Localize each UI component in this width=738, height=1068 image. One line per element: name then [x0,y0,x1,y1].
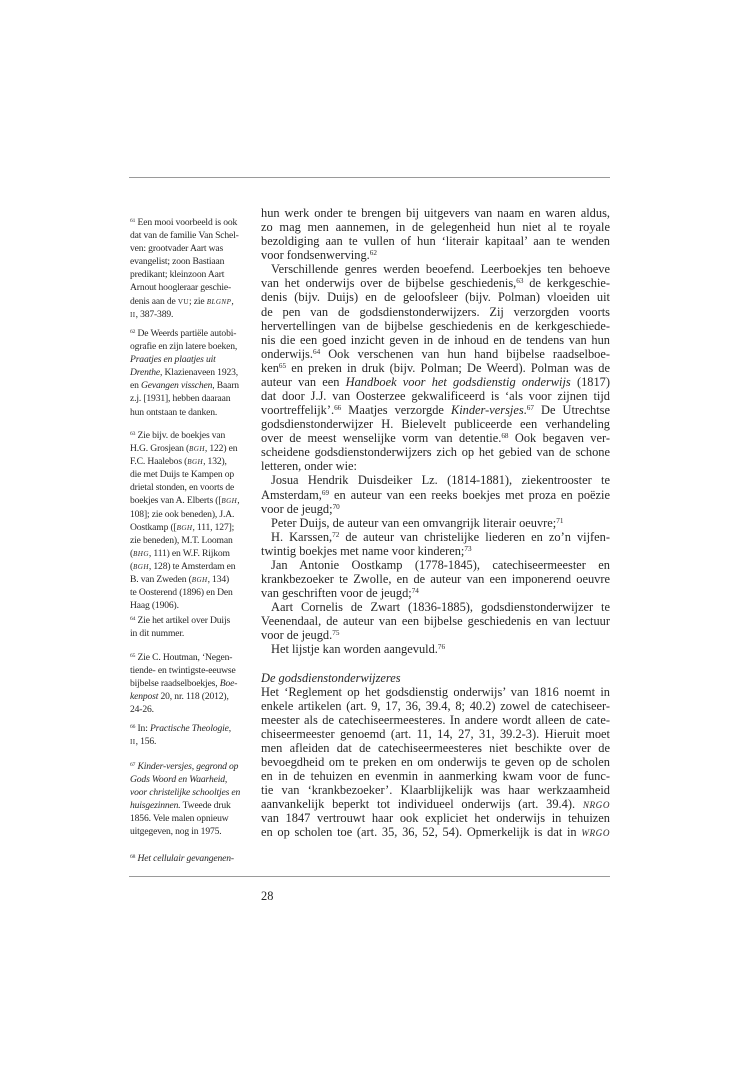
text-line [261,642,610,656]
footnote-line [130,468,247,481]
footnote-reference: 63 [516,277,524,286]
text-segment: Het cellulair gevangenen- [137,853,234,864]
text-segment: BGH [176,523,193,532]
text-segment: Kinder-versjes [450,403,524,418]
footnote-reference: 62 [369,249,377,258]
text-segment: BGH [133,562,149,571]
text-segment: F.C. Haalebos ( [130,456,188,468]
text-segment: Maatjes verzorgde [341,403,451,418]
text-line [261,361,610,375]
footnote-63 [130,429,247,612]
text-line [261,417,610,431]
text-segment: meester als de catechiseermeesteres. In andere wordt alleen de cate- [261,712,610,727]
text-segment: VU [177,297,189,306]
text-segment: Drenthe [130,367,161,379]
footnote-line [130,560,247,573]
text-segment: Praatjes en plaatjes uit [130,354,216,366]
text-segment: , 156. [135,736,157,748]
text-segment: BHG [133,549,149,558]
text-segment: , 111, 127]; [192,521,235,533]
text-segment: drietal stonden, en voorts de [130,482,235,494]
footnote-line [130,229,247,242]
text-line [261,431,610,445]
footnote-line [130,327,247,340]
text-segment: De godsdienstonderwijzeres [261,670,401,685]
text-segment: van 1847 vertrouwt haar ook expliciet het onderwijs in tehuizen [261,811,610,826]
bottom-rule [129,876,610,877]
footnote-line [130,379,247,392]
text-line [261,558,610,572]
footnote-line [130,825,247,838]
footnote-line [130,366,247,379]
text-segment: H.G. Grosjean ( [130,443,190,455]
text-segment: Gevangen visschen [141,380,213,392]
footnote-reference: 65 [278,361,287,370]
footnote-line [130,534,247,547]
text-segment: B. van Zweden ( [130,574,192,586]
text-segment: evangelist; zoon Bastiaan [130,256,225,268]
text-segment: , 111) en W.F. Rijkom [148,547,230,559]
footnote-line [130,340,247,353]
footnote-line [130,773,247,786]
text-segment: , 128) te Amsterdam en [148,560,236,572]
text-line [261,755,610,769]
text-segment: II [130,738,136,747]
text-line [261,206,610,220]
text-segment: NRGO [582,800,610,811]
footnote-reference: 70 [332,502,340,511]
footnote-line [130,664,247,677]
text-segment: de auteur van christelijke liederen en zo’n vijfen- [339,529,611,544]
text-segment: bezoldiging aan te vullen of hun ‘literair kapitaal’ aan te wenden [261,234,610,249]
footnote-62 [130,327,247,419]
footnote-line [130,508,247,521]
text-segment: ken [261,360,279,375]
footnote-line [130,627,247,640]
footnote-line [130,586,247,599]
text-segment: , [231,295,234,307]
text-line [261,389,610,403]
text-segment: Handboek voor het godsdienstig onderwijs [345,374,571,389]
text-segment: De Utrechtse [533,403,610,418]
text-segment: tie van ‘krankbezoeker’. Klaarblijkelijk was haar werkzaamheid [261,783,610,798]
text-segment: die met Duijs te Kampen op [130,469,235,481]
footnote-reference: 68 [501,432,509,441]
top-rule [129,177,610,178]
footnote-line [130,799,247,812]
footnote-reference: 73 [464,544,472,553]
text-segment: te Oosterend (1896) en Den [130,587,233,599]
text-segment: voor christelijke schooltjes en [130,787,241,799]
footnote-line [130,494,247,507]
text-segment: krankbezoeker te Zwolle, en de auteur van een imponerend oeuvre [261,572,610,587]
footnote-line [130,852,247,865]
page-number: 28 [261,889,274,903]
text-segment: onderwijs. [261,346,313,361]
text-line [261,769,610,783]
text-segment: Verschillende genres werden beoefend. Leerboekjes ten behoeve [271,262,610,277]
text-segment: Het lijstje kan worden aangevuld. [271,642,438,657]
text-segment: zie beneden), M.T. Looman [130,534,233,546]
text-segment: tiende- en twintigste-eeuwse [130,665,236,677]
text-segment: denis aan de [130,295,178,307]
footnote-line [130,573,247,586]
text-line [261,657,610,671]
text-segment: 108]; zie ook beneden), J.A. [130,508,235,520]
text-segment: en in de tehuizen en evenmin in aanmerking kwam voor de func- [261,769,610,784]
text-segment: letteren, onder wie: [261,459,357,474]
text-line [261,403,610,417]
text-segment: auteur van een [261,374,346,389]
text-segment: BGH [187,458,204,467]
text-segment: bevoegdheid om te preken en om onderwijs te geven op de scholen [261,755,610,770]
text-segment: BLGNP [206,297,232,306]
text-segment: In: [135,723,150,734]
text-segment: BGH [191,576,208,585]
footnote-line [130,786,247,799]
footnote-line [130,392,247,405]
footnote-line [130,268,247,281]
footnote-line [130,722,247,735]
footnote-reference: 71 [556,516,564,525]
text-segment: , [237,495,240,507]
text-line [261,262,610,276]
text-line [261,586,610,600]
text-segment: Josua Hendrik Duisdeiker Lz. (1814-1881), ziekentrooster te [271,473,610,488]
text-segment: Oostkamp ([ [130,521,177,533]
text-segment: ; zie [188,295,207,307]
text-segment: voor fondsenwerving. [261,248,370,263]
footnote-reference: 62 [130,328,136,335]
text-line [261,248,610,262]
footnote-line [130,442,247,455]
text-segment: chiseermeester genoemd (art. 11, 14, 27, 31, 39.2-3). Hieruit moet [261,726,610,741]
footnote-reference: 67 [526,404,534,413]
text-segment: . [523,403,527,418]
text-line [261,459,610,473]
text-segment: Ook begaven ver- [508,431,610,446]
text-line [261,220,610,234]
footnote-reference: 63 [130,430,136,437]
footnote-line [130,651,247,664]
text-line [261,347,610,361]
text-segment: van geschriften voor de jeugd; [261,586,412,601]
text-segment: 24-26. [130,704,154,716]
text-line [261,319,610,333]
text-segment: ( [130,547,134,559]
text-segment: in dit nummer. [130,628,185,640]
text-segment: nis die een goed inzicht geven in de inhoud en de tendens van hun [261,332,610,347]
text-segment: men afleiden dat de catechiseermeesteres niet beschikte over de [261,740,610,755]
footnote-65 [130,651,247,716]
main-text-column [261,206,610,840]
text-segment: denis (bijv. Duijs) en de geloofsleer (bijv. Polman) vloeiden uit [261,290,610,305]
footnote-67 [130,760,247,839]
text-segment: , 132), [203,456,227,468]
footnote-line [130,481,247,494]
text-line [261,516,610,530]
text-segment: de kerkgeschie- [523,276,611,291]
text-segment: 20, nr. 118 (2012), [158,691,229,703]
text-segment: voortreffelijk’. [261,403,335,418]
footnote-reference: 66 [334,404,342,413]
text-line [261,600,610,614]
text-segment: Kinder-versjes, gegrond op [137,761,239,772]
text-segment: Zie bijv. de boekjes van [135,430,226,441]
footnote-line [130,599,247,612]
text-segment: Practische Theologie [149,723,229,734]
text-segment: voor de jeugd. [261,628,333,643]
text-segment: de pen van de godsdienstonderwijzers. Zij verzorgden voorts [261,304,610,319]
text-segment: , 122) en [204,443,238,455]
text-line [261,375,610,389]
text-segment: hervertellingen van de bijbelse geschiedenis en de kerkgeschiede- [261,318,610,333]
text-segment: ven: grootvader Aart was [130,243,224,255]
footnote-reference: 65 [130,652,136,659]
footnote-line [130,281,247,294]
text-segment: twintig boekjes met name voor kinderen; [261,543,465,558]
text-segment: Gods Woord en Waarheid, [130,774,228,786]
text-segment: en auteur van een reeks boekjes met proza en poëzie [329,487,610,502]
footnote-line [130,308,247,321]
text-segment: , 134) [207,574,230,586]
text-segment: Jan Antonie Oostkamp (1778-1845), catechiseermeester en [271,557,610,572]
text-line [261,783,610,797]
footnote-line [130,429,247,442]
text-segment: H. Karssen, [271,529,333,544]
text-segment: , 387-389. [135,308,174,320]
text-line [261,544,610,558]
footnote-68 [130,852,247,865]
text-segment: predikant; kleinzoon Aart [130,269,225,281]
text-segment: , Baarn [212,380,239,392]
footnote-66 [130,722,247,748]
footnote-line [130,812,247,825]
text-line [261,628,610,642]
text-segment: uitgegeven, nog in 1975. [130,826,222,838]
text-segment: godsdienstonderwijzer H. Bielevelt publiceerde een verhandeling [261,417,610,432]
footnote-line [130,353,247,366]
text-line [261,811,610,825]
text-segment: Het ‘Reglement op het godsdienstig onderwijs’ van 1816 noemt in [261,684,610,699]
footnote-reference: 72 [332,530,340,539]
footnote-reference: 74 [411,587,419,596]
text-segment: Boe- [219,678,238,690]
text-line [261,502,610,516]
text-line [261,445,610,459]
text-segment: (1817) [570,374,611,389]
text-segment: bijbelse raadselboekjes, [130,678,220,690]
text-line [261,333,610,347]
text-segment: dat door J.J. van Oosterzee gekwalificeerd is ‘als voor zijnen tijd [261,389,610,404]
text-segment: ( [130,560,134,572]
footnote-reference: 64 [130,615,136,622]
text-segment: kenpost [130,691,159,703]
text-segment: WRGO [581,828,610,839]
text-segment: Veenendaal, de auteur van een bijbelse geschiedenis en van lectuur [261,614,610,629]
footnote-reference: 75 [332,629,340,638]
footnote-61 [130,216,247,321]
text-segment: , Klazienaveen 1923, [160,367,239,379]
text-line [261,488,610,502]
footnote-64 [130,614,247,640]
text-segment: BGH [189,445,205,454]
text-segment: z.j. [1931], hebben daaraan [130,393,231,405]
text-segment: hun werk onder te brengen bij uitgevers van naam en waren aldus, [261,206,610,220]
footnote-line [130,406,247,419]
text-segment: over de meest wenselijke vorm van detentie. [261,431,502,446]
footnote-reference: 69 [321,488,330,497]
text-segment: Zie het artikel over Duijs [135,615,231,626]
text-segment: Peter Duijs, de auteur van een omvangrijk literair oeuvre; [271,515,557,530]
footnote-line [130,521,247,534]
footnote-line [130,703,247,716]
text-segment: Tweede druk [180,800,231,812]
footnote-reference: 68 [130,853,136,860]
text-line [261,530,610,544]
footnote-line [130,242,247,255]
text-line [261,699,610,713]
text-segment: dat van de familie Van Schel- [130,230,239,242]
text-line [261,572,610,586]
text-segment: scheidene godsdienstonderwijzers zich op het gebied van de schone [261,445,610,460]
text-line [261,290,610,304]
text-line [261,234,610,248]
text-line [261,614,610,628]
text-line [261,685,610,699]
text-segment: De Weerds partiële autobi- [135,328,237,339]
footnote-line [130,760,247,773]
footnote-reference: 67 [130,761,136,768]
text-segment: aanvankelijk beperkt tot individueel onderwijs (art. 39.4). [261,797,583,812]
text-segment: hun ontstaan te danken. [130,406,218,418]
text-segment: en [130,380,142,392]
text-segment: Arnout hoogleraar geschie- [130,282,232,294]
footnote-line [130,690,247,703]
footnote-reference: 64 [312,347,321,356]
text-segment: BGH [221,497,238,506]
text-line [261,825,610,839]
text-segment: , [228,723,232,734]
footnote-line [130,295,247,308]
section-heading [261,671,610,685]
footnote-line [130,216,247,229]
text-segment: zo mag men aannemen, in de gelegenheid hun niet al te royale [261,220,610,235]
text-line [261,305,610,319]
text-segment: Haag (1906). [130,600,179,612]
text-line [261,797,610,811]
footnote-line [130,677,247,690]
text-line [261,727,610,741]
footnote-reference: 61 [130,217,136,224]
footnote-reference: 76 [437,643,446,652]
text-segment: en op scholen toe (art. 35, 36, 52, 54). Opmerkelijk is dat in [261,825,582,840]
text-line [261,741,610,755]
text-segment: II [130,310,136,319]
text-segment: voor de jeugd; [261,501,333,516]
text-segment: van het onderwijs over de bijbelse geschiedenis, [261,276,517,291]
text-line [261,276,610,290]
text-segment: Een mooi voorbeeld is ook [135,217,238,228]
text-segment: Amsterdam, [261,487,322,502]
text-segment: boekjes van A. Elberts ([ [130,495,222,507]
text-segment: Zie C. Houtman, ‘Negen- [135,652,233,663]
text-segment: Ook verschenen van hun hand bijbelse raadselboe- [320,346,610,361]
text-segment: en preken in druk (bijv. Polman; De Weerd). Polman was de [286,360,610,375]
text-segment: Aart Cornelis de Zwart (1836-1885), godsdienstonderwijzer te [271,600,610,615]
footnote-line [130,614,247,627]
text-segment: ografie en zijn latere boeken, [130,341,238,353]
text-segment: huisgezinnen. [130,800,181,812]
footnote-line [130,735,247,748]
text-line [261,473,610,487]
footnote-reference: 66 [130,723,136,730]
text-segment: 1856. Vele malen opnieuw [130,813,229,825]
text-line [261,713,610,727]
footnote-line [130,455,247,468]
footnote-line [130,547,247,560]
footnote-line [130,255,247,268]
text-segment: enkele artikelen (art. 9, 17, 36, 39.4, 8; 40.2) zowel de catechiseer- [261,698,610,713]
